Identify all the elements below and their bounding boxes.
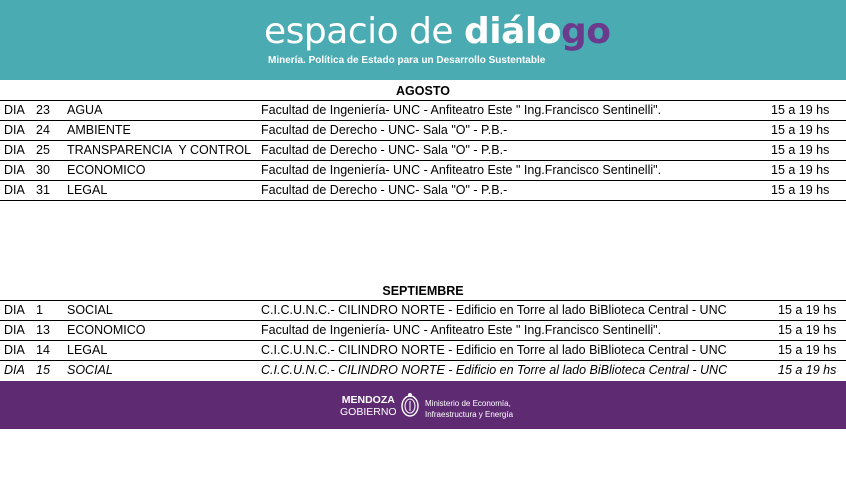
header-banner xyxy=(0,0,846,80)
logo-subtitle: Minería. Política de Estado para un Desarrollo Sustentable xyxy=(268,55,546,66)
day-label: DIA xyxy=(4,323,25,337)
topic: TRANSPARENCIA Y CONTROL xyxy=(67,143,252,157)
day-label: DIA xyxy=(4,363,25,377)
septiembre-title: SEPTIEMBRE xyxy=(0,281,846,301)
footer-banner xyxy=(0,381,846,429)
venue: Facultad de Ingeniería- UNC - Anfiteatro Este " Ing.Francisco Sentinelli". xyxy=(261,323,662,337)
hours: 15 a 19 hs xyxy=(778,343,837,357)
ministry-label xyxy=(425,398,513,420)
hours: 15 a 19 hs xyxy=(771,143,830,157)
venue: C.I.C.U.N.C.- CILINDRO NORTE - Edificio en Torre al lado BiBlioteca Central - UNC xyxy=(261,303,727,317)
logo-title-light: espacio de xyxy=(264,11,465,52)
hours: 15 a 19 hs xyxy=(771,183,830,197)
espacio-de-dialogo-logo xyxy=(264,4,611,74)
day-number: 25 xyxy=(36,143,50,157)
table-row xyxy=(0,101,846,121)
day-number: 23 xyxy=(36,103,50,117)
day-number: 14 xyxy=(36,343,50,357)
table-row xyxy=(0,181,846,201)
septiembre-schedule-table xyxy=(0,281,846,381)
day-number: 15 xyxy=(36,363,50,377)
venue: C.I.C.U.N.C.- CILINDRO NORTE - Edificio en Torre al lado BiBlioteca Central - UNC xyxy=(261,343,727,357)
day-number: 1 xyxy=(36,303,43,317)
hours: 15 a 19 hs xyxy=(771,163,830,177)
day-label: DIA xyxy=(4,163,25,177)
day-number: 13 xyxy=(36,323,50,337)
table-row xyxy=(0,141,846,161)
hours: 15 a 19 hs xyxy=(771,103,830,117)
day-number: 31 xyxy=(36,183,50,197)
topic: LEGAL xyxy=(67,183,108,197)
logo-title-bold: diálo xyxy=(464,11,562,52)
venue: Facultad de Derecho - UNC- Sala "O" - P.B.- xyxy=(261,183,508,197)
hours: 15 a 19 hs xyxy=(778,363,837,377)
ministry-line-2: Infraestructura y Energía xyxy=(425,410,514,419)
table-row xyxy=(0,121,846,141)
agosto-title: AGOSTO xyxy=(0,81,846,101)
venue: Facultad de Ingeniería- UNC - Anfiteatro Este " Ing.Francisco Sentinelli". xyxy=(261,103,662,117)
topic: LEGAL xyxy=(67,343,108,357)
ministry-line-1: Ministerio de Economía, xyxy=(425,399,511,408)
venue: Facultad de Ingeniería- UNC - Anfiteatro Este " Ing.Francisco Sentinelli". xyxy=(261,163,662,177)
table-row xyxy=(0,341,846,361)
table-row xyxy=(0,301,846,321)
topic: AGUA xyxy=(67,103,103,117)
day-label: DIA xyxy=(4,343,25,357)
day-label: DIA xyxy=(4,143,25,157)
logo-title xyxy=(264,10,611,54)
venue: Facultad de Derecho - UNC- Sala "O" - P.B.- xyxy=(261,123,508,137)
table-row xyxy=(0,321,846,341)
hours: 15 a 19 hs xyxy=(778,323,837,337)
day-label: DIA xyxy=(4,183,25,197)
day-label: DIA xyxy=(4,103,25,117)
day-number: 30 xyxy=(36,163,50,177)
agosto-schedule-table xyxy=(0,81,846,201)
topic: ECONOMICO xyxy=(67,323,146,337)
hours: 15 a 19 hs xyxy=(771,123,830,137)
topic: AMBIENTE xyxy=(67,123,131,137)
table-row xyxy=(0,161,846,181)
topic: SOCIAL xyxy=(67,363,113,377)
venue: Facultad de Derecho - UNC- Sala "O" - P.B.- xyxy=(261,143,508,157)
gob-top-text: MENDOZA xyxy=(341,394,395,406)
venue: C.I.C.U.N.C.- CILINDRO NORTE - Edificio en Torre al lado BiBlioteca Central - UNC xyxy=(261,363,728,377)
mendoza-gobierno-logo xyxy=(340,394,397,418)
table-row xyxy=(0,361,846,381)
day-label: DIA xyxy=(4,123,25,137)
topic: ECONOMICO xyxy=(67,163,146,177)
day-number: 24 xyxy=(36,123,50,137)
hours: 15 a 19 hs xyxy=(778,303,837,317)
day-label: DIA xyxy=(4,303,25,317)
topic: SOCIAL xyxy=(67,303,113,317)
gob-bottom-text: GOBIERNO xyxy=(340,406,397,418)
provincial-seal-icon xyxy=(400,392,420,418)
logo-title-accent: go xyxy=(561,11,611,52)
